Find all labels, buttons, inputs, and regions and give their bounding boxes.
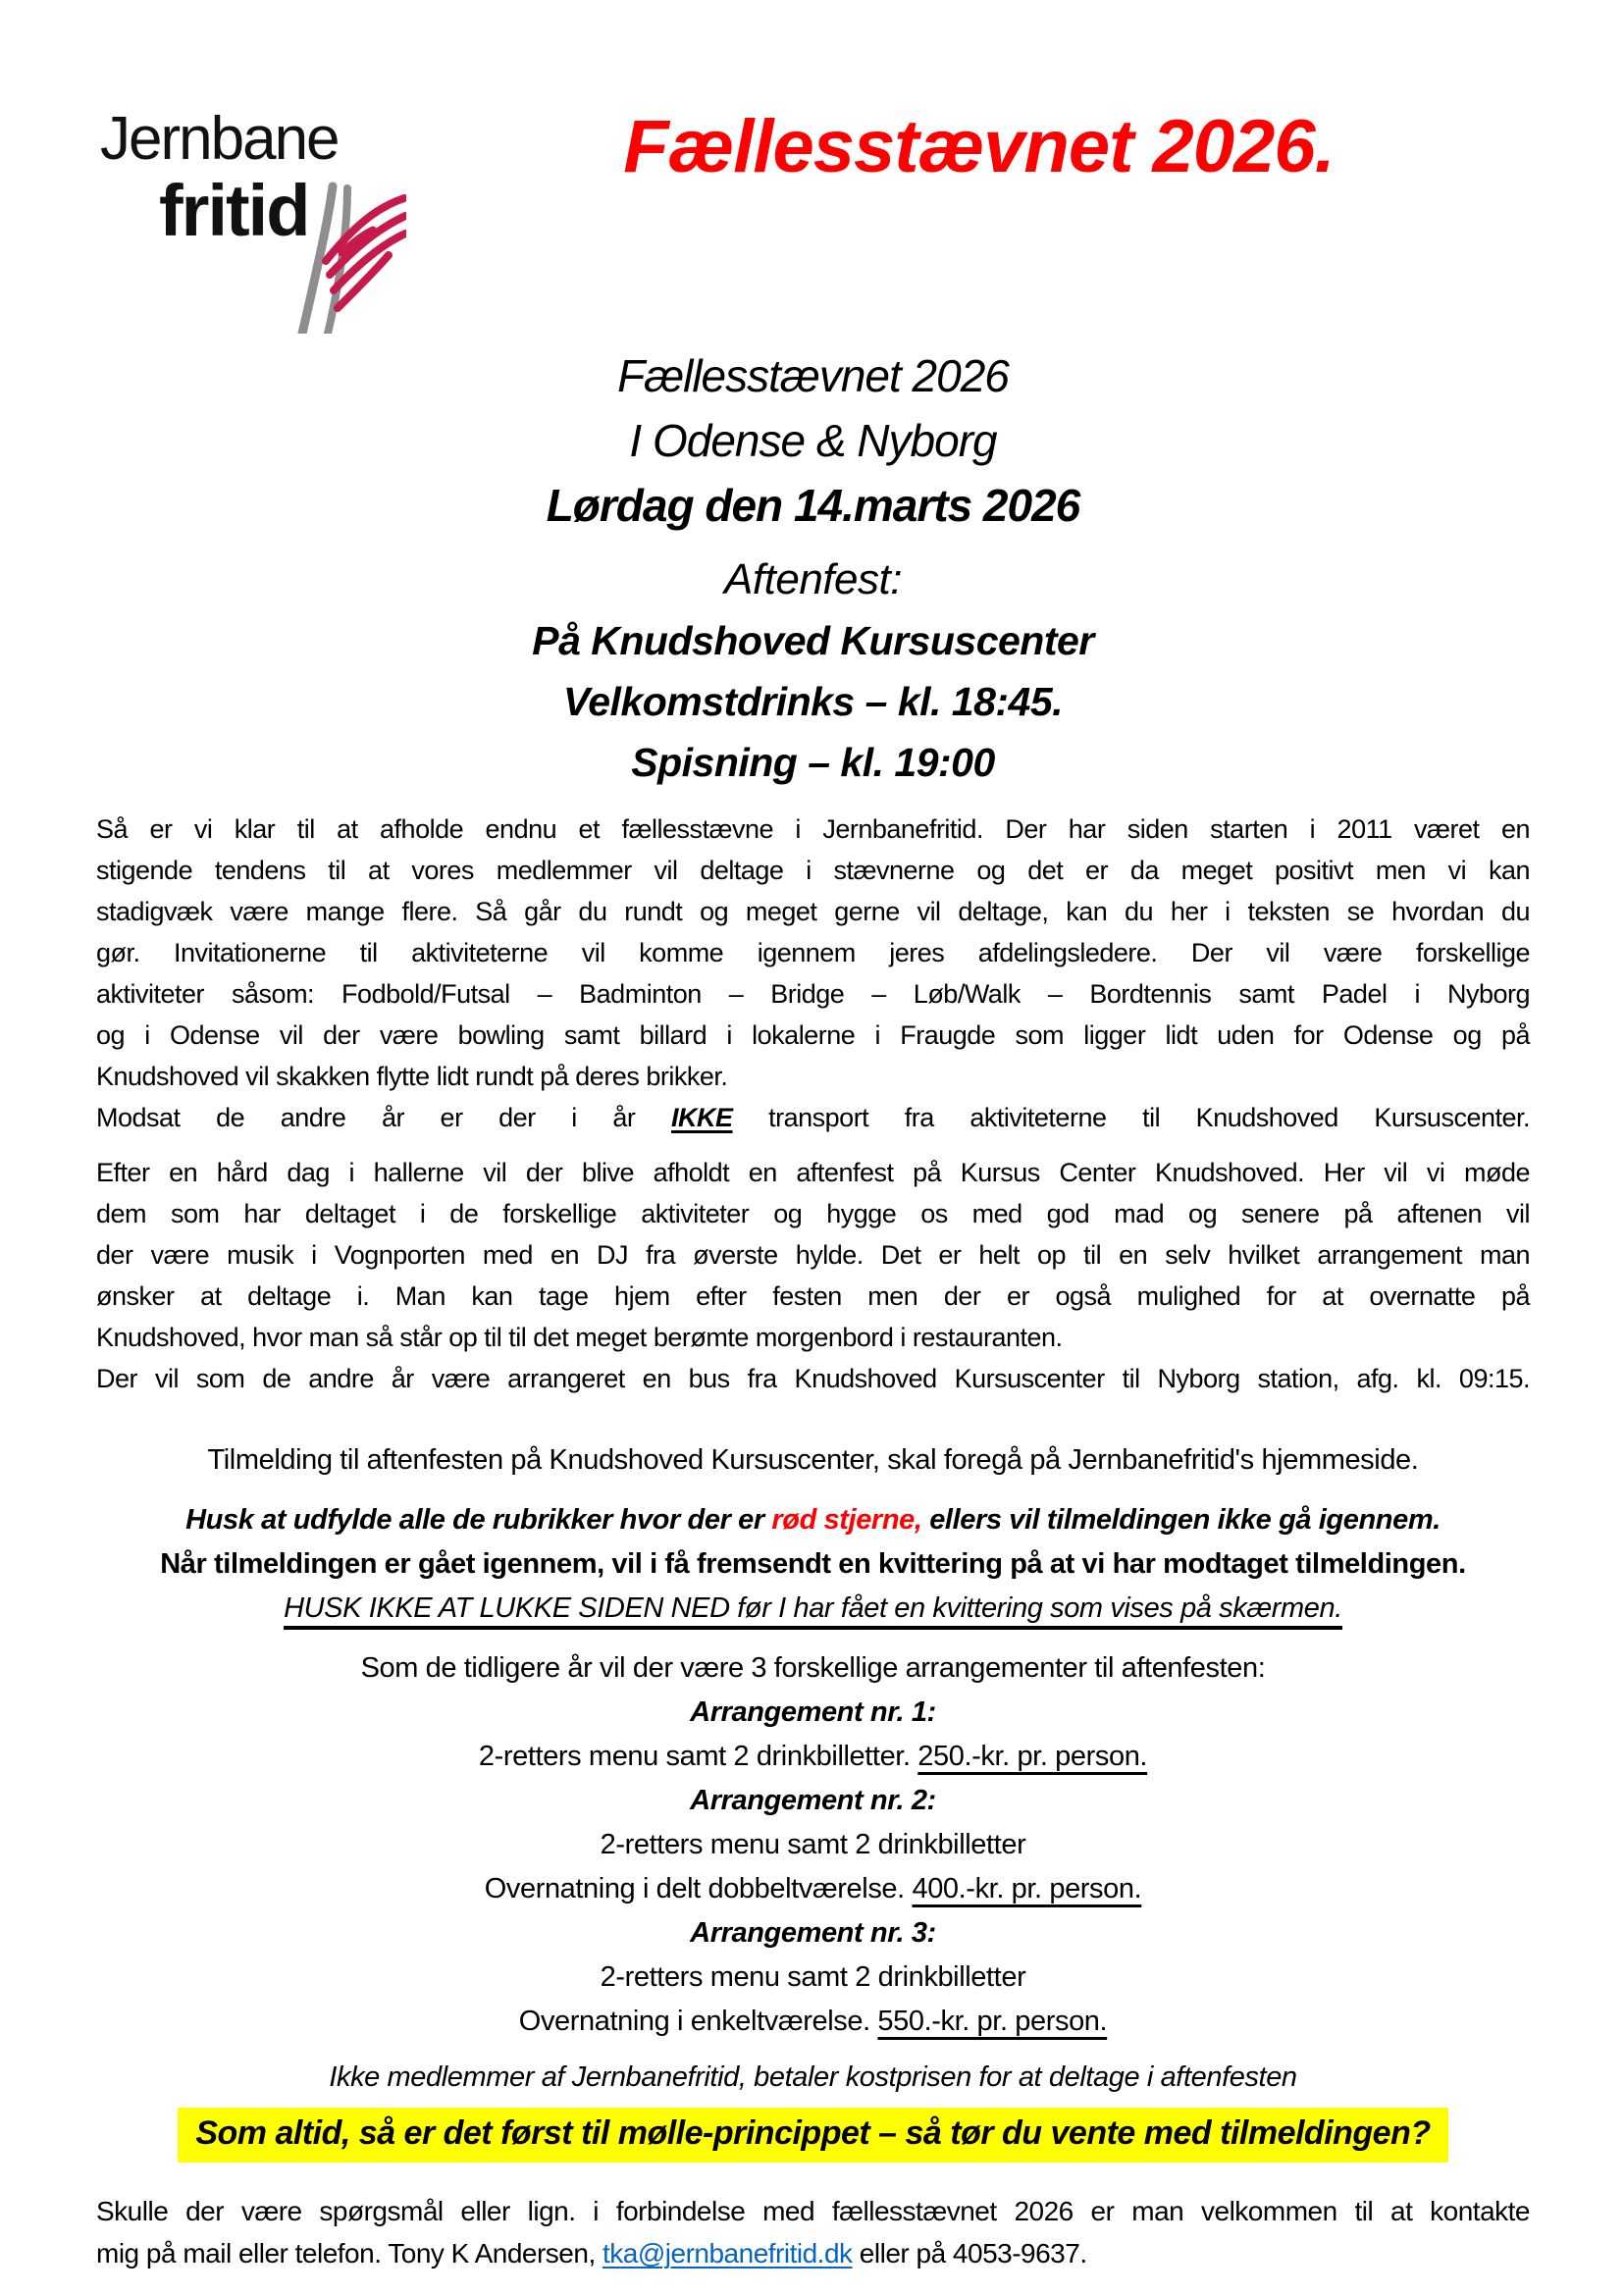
text-segment: Overnatning i delt dobbeltværelse. — [484, 1873, 913, 1904]
heading-event: Fællesstævnet 2026 — [617, 350, 1009, 401]
text-segment: Modsat de andre år er der i år — [96, 1103, 672, 1132]
body-line: gør. Invitationerne til aktiviteterne vil komme igennem jeres afdelingsledere. Der vil være forskellige — [96, 938, 1530, 967]
text-segment: ellers vil tilmeldingen ikke gå igennem. — [921, 1504, 1441, 1536]
text-segment: mig på mail eller telefon. Tony K Andersen, — [96, 2237, 603, 2269]
red-star-text: rød stjerne, — [771, 1504, 922, 1536]
text-segment: transport fra aktiviteterne til Knudshoved Kursuscenter. — [732, 1103, 1530, 1132]
heading-location: I Odense & Nyborg — [629, 415, 997, 466]
arrangement-1-title: Arrangement nr. 1: — [690, 1696, 936, 1728]
arrangement-2-title: Arrangement nr. 2: — [690, 1785, 936, 1816]
body-line: stadigvæk være mange flere. Så går du rundt og meget gerne vil deltage, kan du her i teksten se hvordan du — [96, 897, 1530, 926]
body-line: Der vil som de andre år være arrangeret en bus fra Knudshoved Kursuscenter til Nyborg station, afg. kl. 09:15. — [96, 1364, 1530, 1393]
heading-venue: På Knudshoved Kursuscenter — [532, 618, 1094, 663]
first-come-banner — [96, 2108, 1530, 2163]
text-segment: Overnatning i enkeltværelse. — [518, 2006, 878, 2037]
heading-drinks: Velkomstdrinks – kl. 18:45. — [562, 679, 1064, 724]
signup-warning — [96, 1498, 1530, 1542]
body-line: Så er vi klar til at afholde endnu et fællesstævne i Jernbanefritid. Der har siden starten i 2011 været en — [96, 814, 1530, 844]
body-line: Knudshoved vil skakken flytte lidt rundt på deres brikker. — [96, 1062, 728, 1091]
signup-keep-open — [96, 1587, 1530, 1631]
email-link[interactable]: tka@jernbanefritid.dk — [602, 2237, 853, 2269]
arrangement-3-desc: 2-retters menu samt 2 drinkbilletter — [600, 1961, 1026, 1993]
text-segment: 2-retters menu samt 2 drinkbilletter. — [478, 1741, 918, 1772]
logo-swoosh-icon — [302, 186, 405, 334]
signup-receipt: Når tilmeldingen er gået igennem, vil i få fremsendt en kvittering på at vi har modtaget tilmeldingen. — [160, 1548, 1466, 1580]
contact-line: Skulle der være spørgsmål eller lign. i forbindelse med fællesstævnet 2026 er man velkommen til at kontakte — [96, 2195, 1530, 2226]
logo-text-jernbane: Jernbane — [100, 105, 339, 173]
emphasis-ikke: IKKE — [671, 1103, 733, 1132]
price-2: 400.-kr. pr. person. — [912, 1873, 1142, 1904]
heading-dinner: Spisning – kl. 19:00 — [631, 740, 995, 785]
logo-text-fritid: fritid — [159, 170, 309, 251]
jernbanefritid-logo — [94, 96, 406, 334]
signup-info: Tilmelding til aftenfesten på Knudshoved Kursuscenter, skal foregå på Jernbanefritid's hjemmeside. — [207, 1444, 1419, 1476]
arrangement-1-desc — [96, 1735, 1530, 1779]
document-body — [96, 343, 1530, 2274]
arrangement-3-price — [96, 2000, 1530, 2044]
text-segment: eller på 4053-9637. — [852, 2237, 1087, 2269]
arrangements-intro: Som de tidligere år vil der være 3 forskellige arrangementer til aftenfesten: — [360, 1652, 1266, 1684]
contact-line — [96, 2232, 1530, 2274]
body-line: Knudshoved, hvor man så står op til til det meget berømte morgenbord i restauranten. — [96, 1323, 1063, 1352]
price-1: 250.-kr. pr. person. — [917, 1741, 1148, 1772]
heading-aftenfest: Aftenfest: — [724, 555, 902, 603]
body-line: og i Odense vil der være bowling samt billard i lokalerne i Fraugde som ligger lidt uden for Odense og på — [96, 1020, 1530, 1050]
text-segment: HUSK IKKE AT LUKKE SIDEN NED før I har fået en kvittering som vises på skærmen. — [284, 1592, 1342, 1630]
text-segment: Husk at udfylde alle de rubrikker hvor der er — [185, 1504, 772, 1536]
document-title: Fællesstævnet 2026. — [623, 105, 1335, 188]
heading-date: Lørdag den 14.marts 2026 — [546, 480, 1080, 531]
arrangement-2-desc: 2-retters menu samt 2 drinkbilletter — [600, 1829, 1026, 1860]
arrangement-3-title: Arrangement nr. 3: — [690, 1917, 936, 1949]
non-members-note: Ikke medlemmer af Jernbanefritid, betaler kostprisen for at deltage i aftenfesten — [329, 2061, 1297, 2093]
body-line — [96, 1097, 1530, 1138]
price-3: 550.-kr. pr. person. — [877, 2006, 1108, 2037]
body-line: Efter en hård dag i hallerne vil der blive afholdt en aftenfest på Kursus Center Knudshoved. Her vil vi møde — [96, 1158, 1530, 1187]
body-line: ønsker at deltage i. Man kan tage hjem efter festen men der er også mulighed for at overnatte på — [96, 1281, 1530, 1311]
body-line: dem som har deltaget i de forskellige aktiviteter og hygge os med god mad og senere på aftenen vil — [96, 1199, 1530, 1228]
body-line: stigende tendens til at vores medlemmer vil deltage i stævnerne og det er da meget positivt men vi kan — [96, 856, 1530, 885]
highlighted-text: Som altid, så er det først til mølle-princippet – så tør du vente med tilmeldingen? — [178, 2108, 1447, 2163]
arrangement-2-price — [96, 1867, 1530, 1911]
body-line: aktiviteter såsom: Fodbold/Futsal – Badminton – Bridge – Løb/Walk – Bordtennis samt Padel i Nyborg — [96, 979, 1530, 1009]
body-line: der være musik i Vognporten med en DJ fra øverste hylde. Det er helt op til en selv hvilket arrangement man — [96, 1240, 1530, 1270]
